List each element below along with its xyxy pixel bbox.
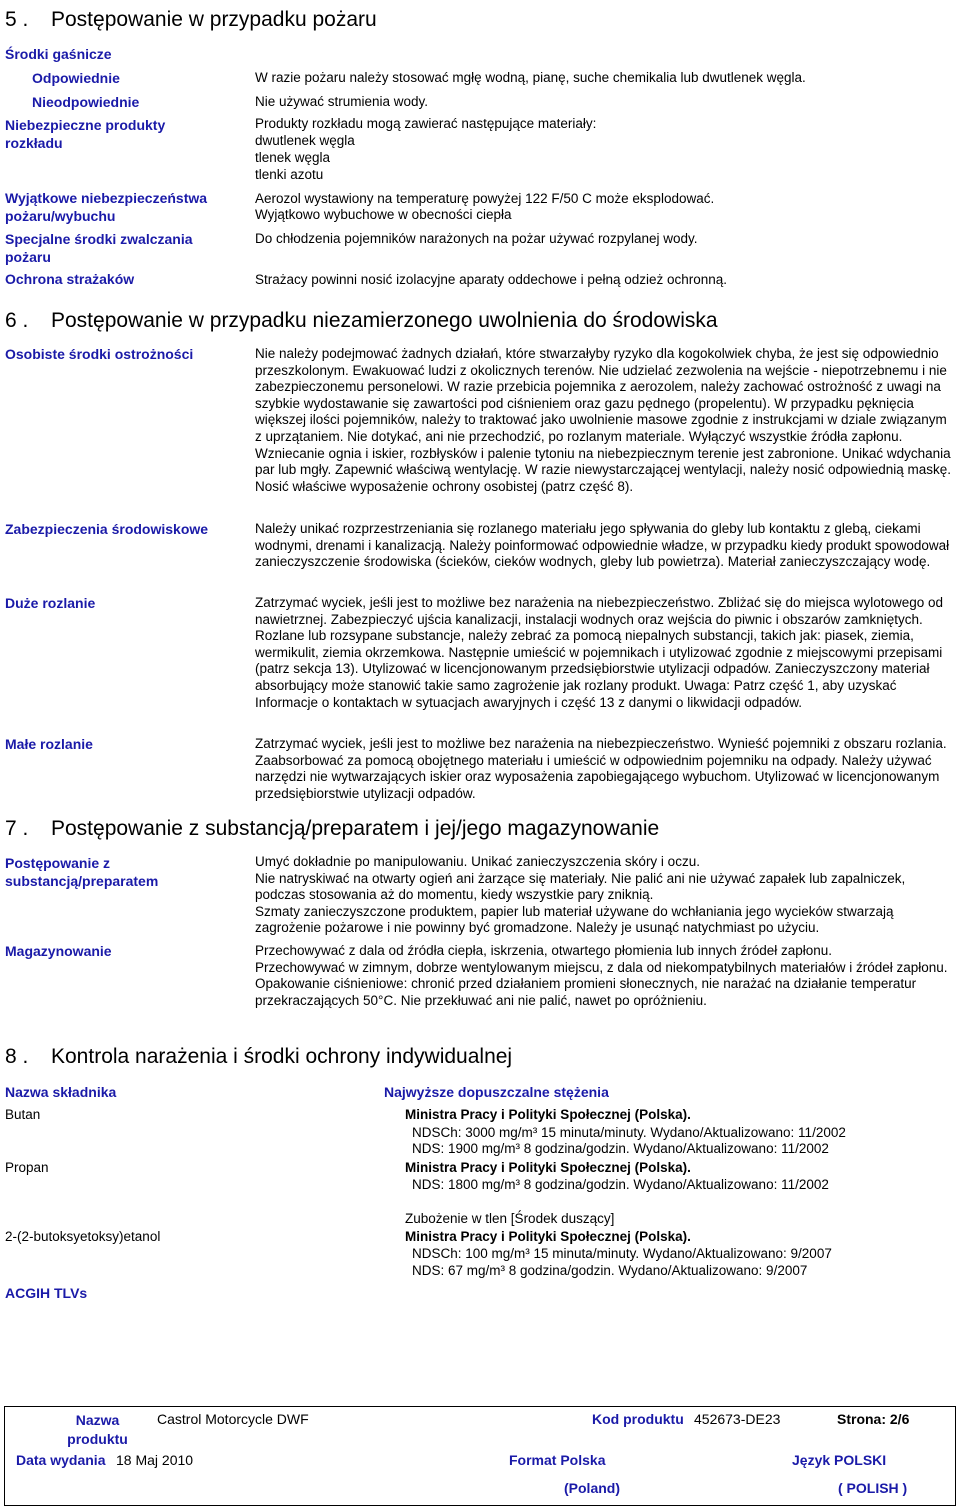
section-title: Kontrola narażenia i środki ochrony indywidualnej [51, 1045, 513, 1068]
section-title: Postępowanie z substancją/preparatem i jej/jego magazynowanie [51, 817, 660, 840]
component-name: Butan [5, 1107, 41, 1122]
section-6-heading [5, 309, 718, 333]
acgih-label: ACGIH TLVs [5, 1285, 88, 1301]
column-header-skladnik: Nazwa składnika [5, 1084, 117, 1100]
section-number: 5 . [5, 8, 29, 31]
text-male: Zatrzymać wyciek, jeśli jest to możliwe bez narażenia na niebezpieczeństwo. Wynieść pojemniki z obszaru rozlania. Zaabsorbować za pomocą obojętnego materiału i umieścić w odpowiednim pojemniku na odpady. Należy używać narzędzi nie wytwarzających iskier oraz wyposażenia zapobiegającego wybuchom. Utylizować w licencjonowanym przedsiębiorstwie utylizacji odpadów. [255, 736, 947, 801]
label-odpowiednie: Odpowiednie [32, 70, 120, 86]
text-specjalne: Do chłodzenia pojemników narażonych na pożar używać rozpylanej wody. [255, 231, 698, 246]
limit-organization: Ministra Pracy i Polityki Społecznej (Polska). [405, 1160, 691, 1175]
section-number: 7 . [5, 817, 29, 840]
limit-line: NDSCh: 100 mg/m³ 15 minuta/minuty. Wydano/Aktualizowano: 9/2007 [412, 1246, 832, 1261]
text-wyjatkowe-2: Wyjątkowo wybuchowe w obecności ciepła [255, 207, 512, 222]
label-specjalne: Specjalne środki zwalczania pożaru [5, 231, 193, 265]
text-ochrona: Strażacy powinni nosić izolacyjne aparaty oddechowe i pełną odzież ochronną. [255, 272, 728, 287]
text-niebezpieczne-3: tlenek węgla [255, 150, 331, 165]
limit-line: NDS: 1800 mg/m³ 8 godzina/godzin. Wydano/Aktualizowano: 11/2002 [412, 1177, 829, 1192]
label-postepowanie: Postępowanie z substancją/preparatem [5, 855, 159, 889]
section-title: Postępowanie w przypadku niezamierzonego uwolnienia do środowiska [51, 309, 718, 332]
limit-organization: Ministra Pracy i Polityki Społecznej (Polska). [405, 1229, 691, 1244]
text-osobiste: Nie należy podejmować żadnych działań, które stwarzałyby ryzyko dla kogokolwiek chyba, że jest się odpowiednio przeszkolonym. Ewakuować ludzi z okolicznych terenów. Nie udzielać zezwolenia na wejście - niepotrzebnemu i nie zabezpieczonemu personelowi. W razie przebicia pojemnika z aerozolem, należy zachować ostrożność z uwagi na szybkie wydostawanie się zawartości pod ciśnieniem oraz gazu pędnego (propelentu). W przypadku pęknięcia większej ilości pojemników, należy to traktować jako uwolnienie masowe zgodnie z instrukcjami w dziale związanym z uprzątaniem. Nie dotykać, ani nie przechodzić, po rozlanym materiale. Wyłączyć wszystkie źródła zapłonu. Wzniecanie ognia i iskier, rozbłysków i palenie tytoniu na niebezpiecznym terenie jest zabronione. Unikać wdychania par lub mgły. Zapewnić właściwą wentylację. W razie niewystarczającej wentylacji, należy nosić odpowiednią maskę. Nosić właściwe wyposażenie ochrony osobistej (patrz część 8). [255, 346, 952, 494]
text-srodowiskowe: Należy unikać rozprzestrzeniania się rozlanego materiału jego spływania do gleby lub kontaktu z glebą, ciekami wodnymi, drenami i kanalizacją. Należy poinformować odpowiednie władze, w przypadku kiedy produkt spowodował zanieczyszczenie środowiska (ścieków, cieków wodnych, gleby lub powietrza). Materiał zanieczyszczający wodę. [255, 521, 950, 570]
column-header-stezenia: Najwyższe dopuszczalne stężenia [384, 1084, 609, 1100]
text-postepowanie: Umyć dokładnie po manipulowaniu. Unikać zanieczyszczenia skóry i oczu. Nie natryskiwać na otwarty ogień ani żarzące się materiały. Nie palić ani nie używać zapałek lub zapalniczek, podczas stosowania aż do momentu, kiedy wszystkie pary zniknią. Szmaty zanieczyszczone produktem, papier lub materiał używane do wchłaniania jego wycieków stwarzają zagrożenie pożarowe i nie powinny być gromadzone. Należy je usunąć natychmiast po użyciu. [255, 854, 906, 936]
label-srodowiskowe: Zabezpieczenia środowiskowe [5, 521, 209, 537]
text-nieodpowiednie: Nie używać strumienia wody. [255, 94, 429, 109]
footer-date: 18 Maj 2010 [116, 1452, 194, 1468]
text-niebezpieczne-2: dwutlenek węgla [255, 133, 355, 148]
label-wyjatkowe: Wyjątkowe niebezpieczeństwa pożaru/wybuchu [5, 190, 208, 224]
section-title: Postępowanie w przypadku pożaru [51, 8, 377, 31]
footer-format-country: (Poland) [564, 1480, 620, 1496]
footer-product-code-label: Kod produktu [592, 1411, 684, 1427]
footer-language: Język POLSKI [792, 1452, 887, 1468]
text-magazynowanie: Przechowywać z dala od źródła ciepła, iskrzenia, otwartego płomienia lub innych źródeł zapłonu. Przechowywać w zimnym, dobrze wentylowanym miejscu, z dala od niekompatybilnych materiałów i źródeł zapłonu. Opakowanie ciśnieniowe: chronić przed działaniem promieni słonecznych, nie narażać na działanie temperatur przekraczających 50°C. Nie przekłuwać ani nie palić, nawet po opróżnieniu. [255, 943, 948, 1008]
label-osobiste: Osobiste środki ostrożności [5, 346, 194, 362]
label-niebezpieczne: Niebezpieczne produkty rozkładu [5, 117, 166, 151]
footer-product-name-label: Nazwa produktu [67, 1412, 128, 1447]
text-niebezpieczne-1: Produkty rozkładu mogą zawierać następujące materiały: [255, 116, 597, 131]
subsection-title: Środki gaśnicze [5, 46, 112, 62]
limit-line: NDS: 67 mg/m³ 8 godzina/godzin. Wydano/Aktualizowano: 9/2007 [412, 1263, 808, 1278]
section-number: 6 . [5, 309, 29, 332]
text-wyjatkowe-1: Aerozol wystawiony na temperaturę powyżej 122 F/50 C może eksplodować. [255, 191, 715, 206]
label-magazynowanie: Magazynowanie [5, 943, 112, 959]
footer-language-sub: ( POLISH ) [838, 1480, 908, 1496]
footer-date-label: Data wydania [16, 1452, 106, 1468]
section-8-heading [5, 1045, 512, 1069]
footer-product-code: 452673-DE23 [694, 1411, 781, 1427]
component-name: Propan [5, 1160, 49, 1175]
section-7-heading [5, 817, 659, 841]
limit-organization: Ministra Pracy i Polityki Społecznej (Polska). [405, 1107, 691, 1122]
footer-product-name: Castrol Motorcycle DWF [157, 1411, 309, 1427]
label-male: Małe rozlanie [5, 736, 93, 752]
footer-format: Format Polska [509, 1452, 606, 1468]
footer-page-number: Strona: 2/6 [837, 1411, 910, 1427]
label-duze: Duże rozlanie [5, 595, 96, 611]
section-5-heading [5, 8, 377, 32]
limit-line: Zubożenie w tlen [Środek duszący] [405, 1211, 615, 1226]
section-number: 8 . [5, 1045, 29, 1068]
text-odpowiednie: W razie pożaru należy stosować mgłę wodną, pianę, suche chemikalia lub dwutlenek węgla. [255, 70, 806, 85]
limit-line: NDS: 1900 mg/m³ 8 godzina/godzin. Wydano/Aktualizowano: 11/2002 [412, 1141, 829, 1156]
component-name: 2-(2-butoksyetoksy)etanol [5, 1229, 161, 1244]
text-duze: Zatrzymać wyciek, jeśli jest to możliwe bez narażenia na niebezpieczeństwo. Zbliżać się do miejsca wylotowego od nawietrznej. Zabezpieczyć ujścia kanalizacji, instalacji wodnych oraz wejścia do piwnic i obszarów zamkniętych. Rozlane lub rozsypane substancje, należy zebrać za pomocą niepalnych substancji, takich jak: piasek, ziemia, wermikulit, ziemia okrzemkowa. Następnie umieścić w pojemnikach i utylizować zgodnie z miejscowymi przepisami (patrz sekcja 13). Utylizować w licencjonowanym przedsiębiorstwie utylizacji odpadów. Zanieczyszczony materiał absorbujący może stanowić takie samo zagrożenie jak rozlany produkt. Uwaga: Patrz część 1, aby uzyskać Informacje o kontaktach w sytuacjach awaryjnych i część 13 z danymi o likwidacji odpadów. [255, 595, 944, 710]
label-nieodpowiednie: Nieodpowiednie [32, 94, 140, 110]
limit-line: NDSCh: 3000 mg/m³ 15 minuta/minuty. Wydano/Aktualizowano: 11/2002 [412, 1125, 846, 1140]
text-niebezpieczne-4: tlenki azotu [255, 167, 324, 182]
label-ochrona: Ochrona strażaków [5, 271, 135, 287]
